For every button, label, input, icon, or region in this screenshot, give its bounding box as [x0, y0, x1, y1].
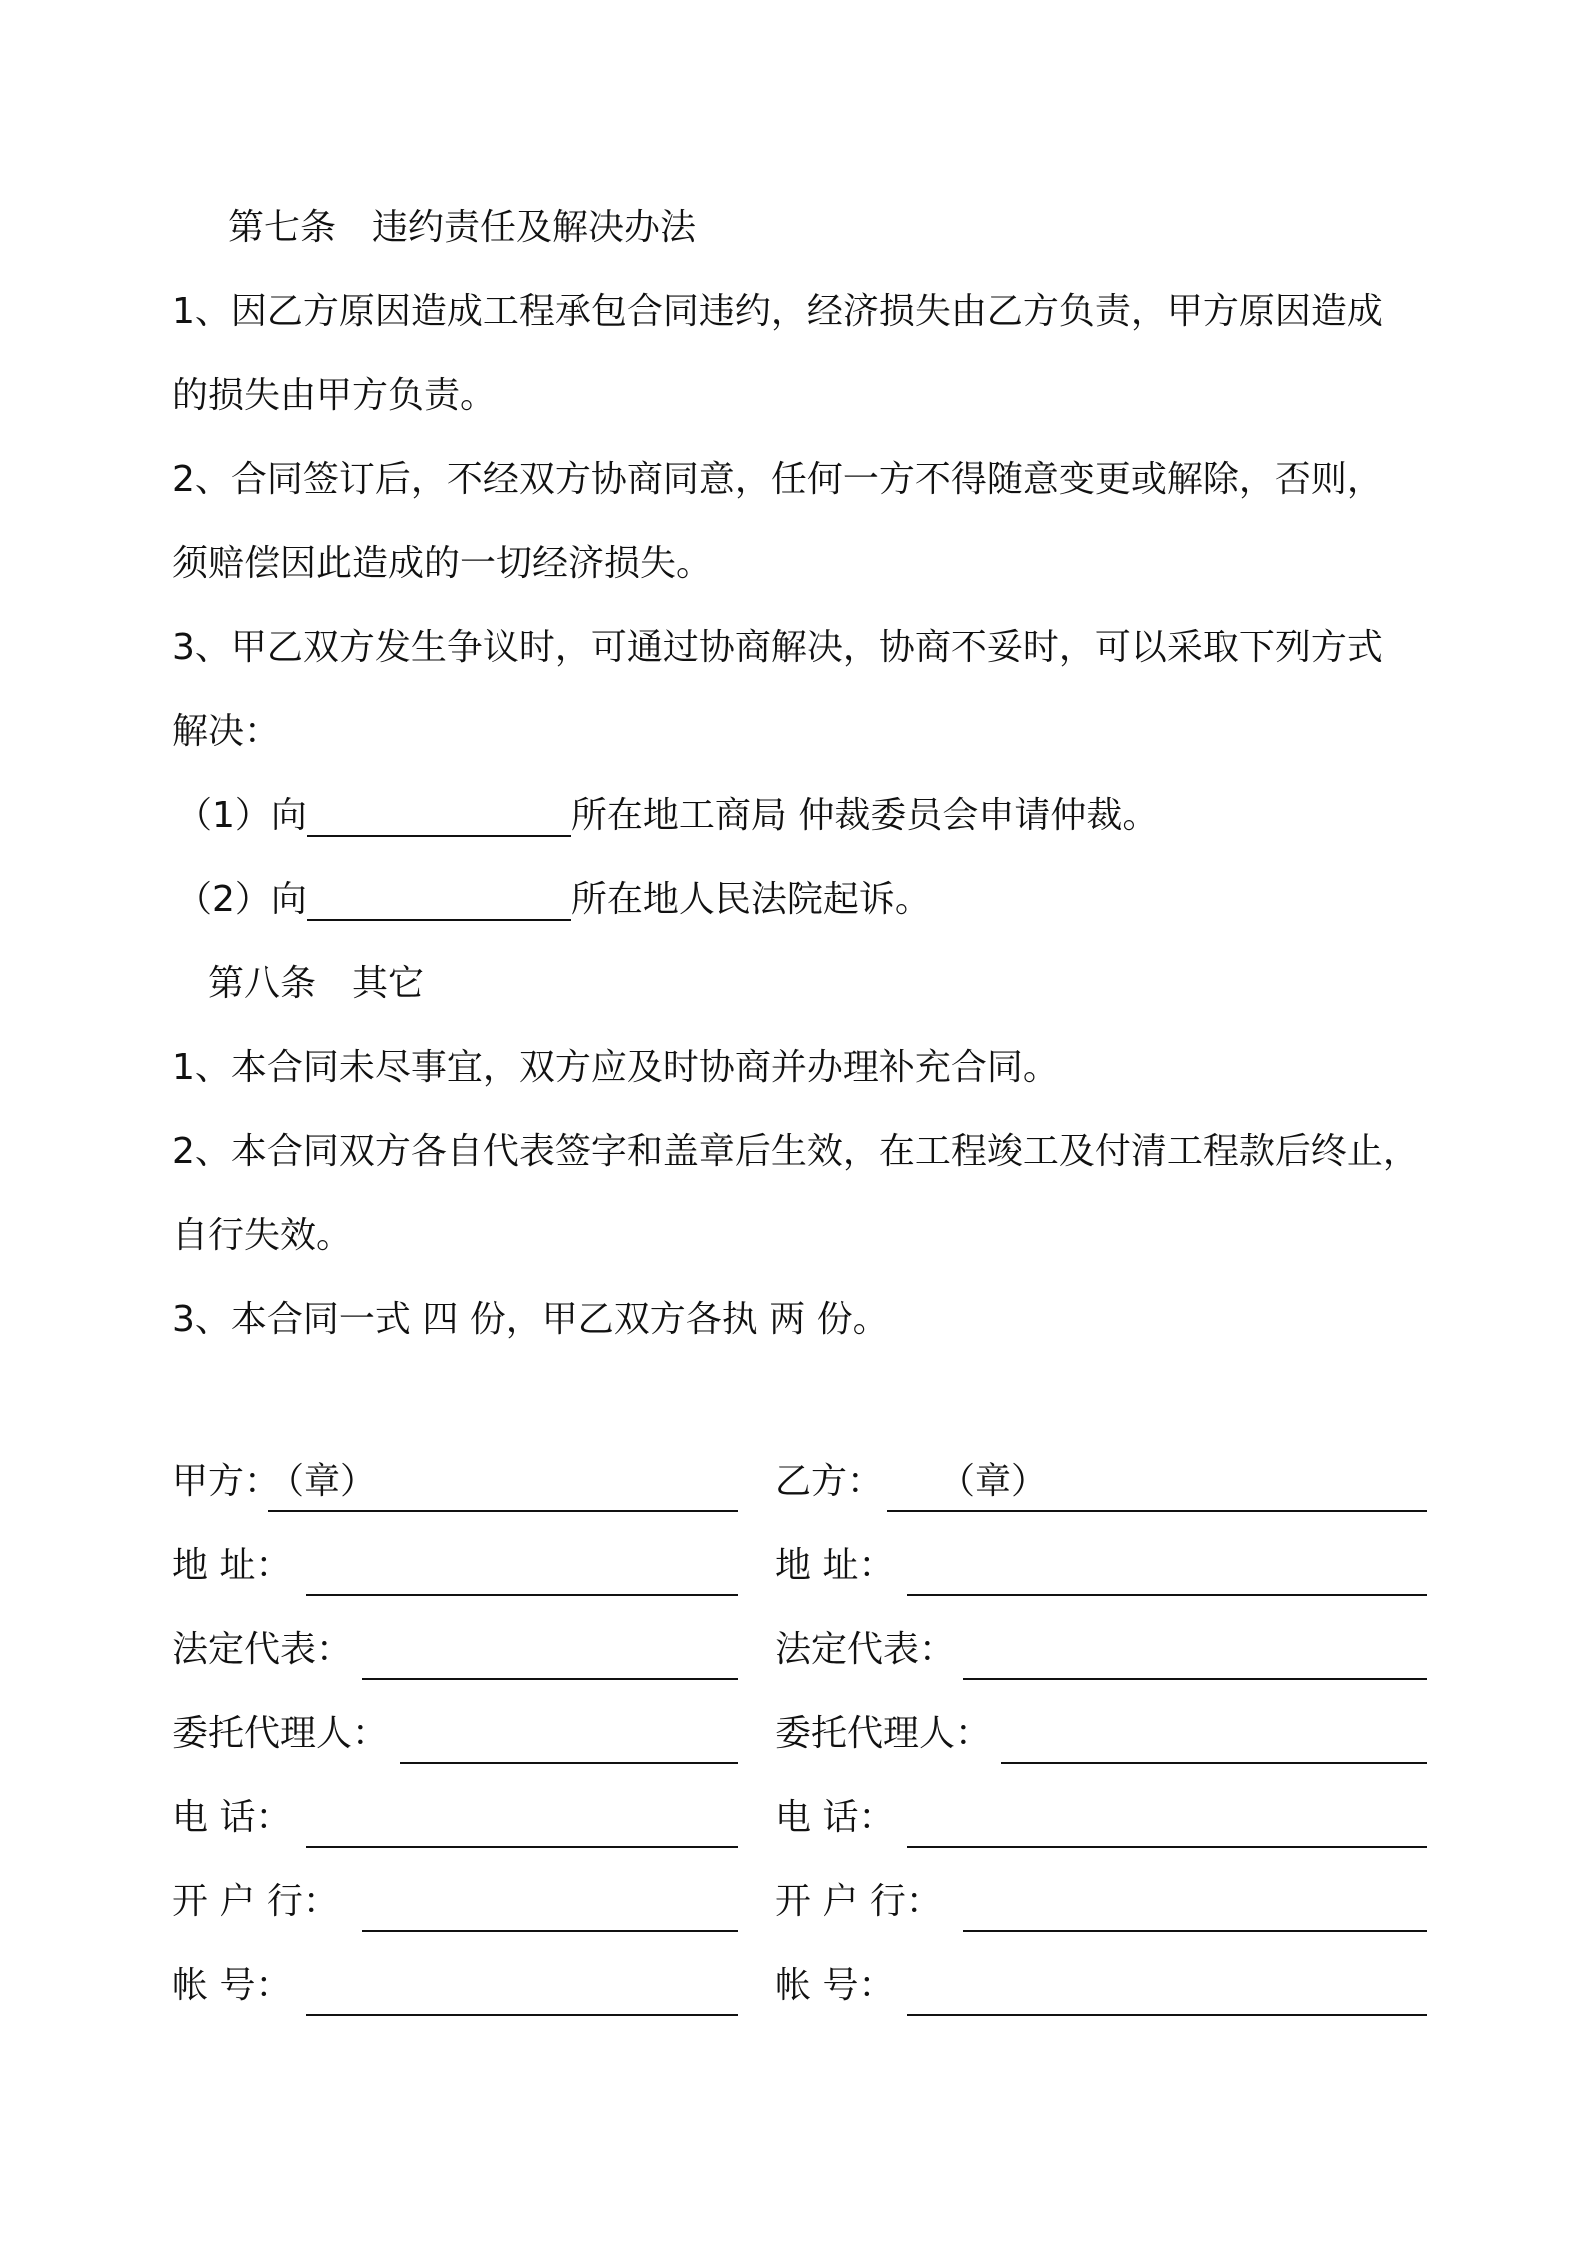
article7-clause1-line1: 1、因乙方原因造成工程承包合同违约，经济损失由乙方负责，甲方原因造成 [172, 291, 1383, 332]
party-b-address-field[interactable] [907, 1524, 1427, 1596]
party-a-legal-rep-row [172, 1608, 738, 1692]
article7-clause3-line1: 3、甲乙双方发生争议时，可通过协商解决，协商不妥时，可以采取下列方式 [172, 627, 1383, 668]
option2-blank-field[interactable] [307, 869, 571, 921]
party-b-bank-row [775, 1860, 1427, 1944]
article8-clause2-line1: 2、本合同双方各自代表签字和盖章后生效，在工程竣工及付清工程款后终止， [172, 1131, 1419, 1172]
article8-clause3: 3、本合同一式 四 份，甲乙双方各执 两 份。 [172, 1299, 889, 1340]
option1-blank-field[interactable] [307, 785, 571, 837]
party-b-legal-rep-label: 法定代表： [775, 1629, 956, 1670]
party-a-phone-field[interactable] [306, 1776, 738, 1848]
party-a-account-row [172, 1944, 738, 2028]
party-b-bank-label: 开 户 行： [775, 1881, 942, 1922]
party-b-phone-field[interactable] [907, 1776, 1427, 1848]
party-a-agent-label: 委托代理人： [172, 1713, 389, 1754]
party-a-phone-row [172, 1776, 738, 1860]
option1-suffix: 所在地工商局 仲裁委员会申请仲裁。 [570, 795, 1159, 836]
article7-clause3-line2: 解决： [172, 711, 281, 752]
option2-prefix: （2）向 [176, 879, 307, 920]
dispute-option-court [176, 858, 1436, 942]
party-a-seal-text: （章） [268, 1461, 377, 1502]
party-b-legal-rep-row [775, 1608, 1427, 1692]
party-b-phone-label: 电 话： [775, 1797, 895, 1838]
article8-clause2-line2: 自行失效。 [172, 1215, 353, 1256]
party-b-agent-field[interactable] [1001, 1692, 1427, 1764]
article7-clause1-line2: 的损失由甲方负责。 [172, 375, 497, 416]
party-b-seal-text: （章） [939, 1461, 1048, 1502]
party-a-address-row [172, 1524, 738, 1608]
party-b-seal-row [775, 1440, 1427, 1524]
article8-clause1: 1、本合同未尽事宜，双方应及时协商并办理补充合同。 [172, 1047, 1059, 1088]
party-b-address-row [775, 1524, 1427, 1608]
party-b-agent-label: 委托代理人： [775, 1713, 992, 1754]
dispute-option-arbitration [176, 774, 1436, 858]
party-a-agent-row [172, 1692, 738, 1776]
party-b-account-row [775, 1944, 1427, 2028]
party-b-phone-row [775, 1776, 1427, 1860]
party-b-account-label: 帐 号： [775, 1965, 895, 2006]
article7-heading: 第七条 违约责任及解决办法 [228, 207, 697, 248]
party-a-account-field[interactable] [306, 1944, 738, 2016]
party-a-bank-field[interactable] [362, 1860, 738, 1932]
party-a-legal-rep-label: 法定代表： [172, 1629, 353, 1670]
party-a-phone-label: 电 话： [172, 1797, 292, 1838]
party-a-bank-label: 开 户 行： [172, 1881, 339, 1922]
party-b-label: 乙方： [775, 1461, 884, 1502]
party-a-address-label: 地 址： [172, 1545, 292, 1586]
party-a-label: 甲方： [172, 1461, 281, 1502]
party-b-legal-rep-field[interactable] [963, 1608, 1427, 1680]
party-b-agent-row [775, 1692, 1427, 1776]
article7-clause2-line2: 须赔偿因此造成的一切经济损失。 [172, 543, 713, 584]
party-a-account-label: 帐 号： [172, 1965, 292, 2006]
party-b-account-field[interactable] [907, 1944, 1427, 2016]
party-b-bank-field[interactable] [963, 1860, 1427, 1932]
party-a-agent-field[interactable] [400, 1692, 738, 1764]
party-a-bank-row [172, 1860, 738, 1944]
option1-prefix: （1）向 [176, 795, 307, 836]
party-a-address-field[interactable] [306, 1524, 738, 1596]
party-b-address-label: 地 址： [775, 1545, 895, 1586]
party-a-legal-rep-field[interactable] [362, 1608, 738, 1680]
option2-suffix: 所在地人民法院起诉。 [570, 879, 931, 920]
article8-heading: 第八条 其它 [208, 963, 425, 1004]
article7-clause2-line1: 2、合同签订后，不经双方协商同意，任何一方不得随意变更或解除，否则， [172, 459, 1383, 500]
party-a-seal-row [172, 1440, 738, 1524]
